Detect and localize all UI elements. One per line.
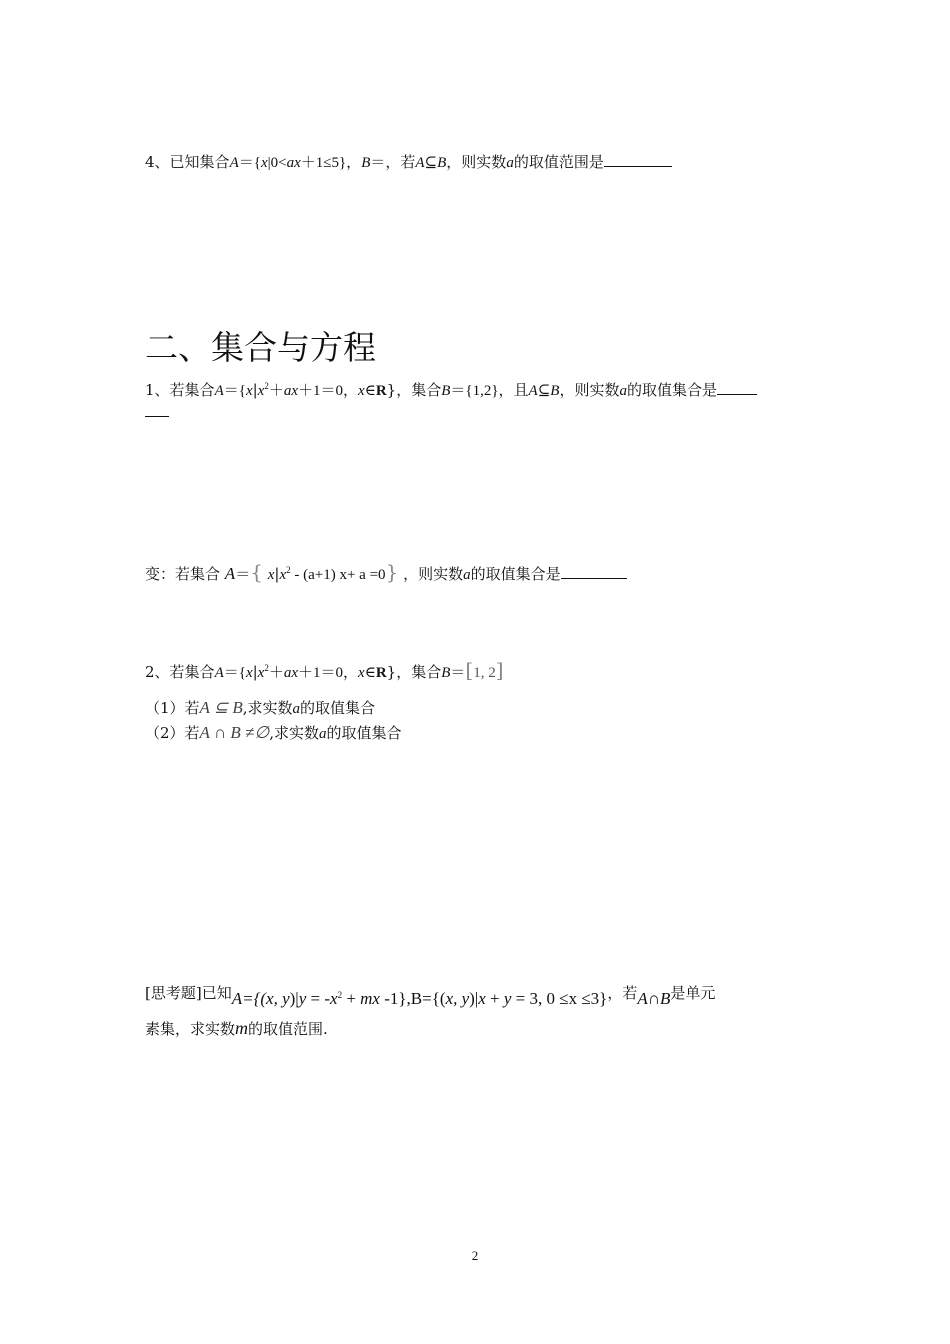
math-symbol: ⊆	[537, 381, 551, 399]
math-var: x	[260, 155, 268, 171]
math-var: x	[267, 567, 275, 583]
text: ＋1≤5}，	[300, 155, 362, 171]
math-var: R	[375, 665, 387, 681]
math-var: a	[292, 701, 301, 717]
math-var: y	[298, 989, 307, 1008]
question-2-part-2	[145, 723, 401, 744]
answer-blank[interactable]	[604, 152, 672, 167]
text: ＋	[268, 663, 284, 681]
text: ,求实数	[242, 699, 293, 717]
text: ＝{	[238, 155, 261, 171]
text: ＋1＝0，	[298, 383, 359, 399]
exponent: 2	[264, 381, 269, 391]
variant-question	[145, 556, 627, 589]
think-question-continuation	[145, 1018, 328, 1039]
text: 的取值范围是	[513, 153, 604, 171]
text: ,求实数	[269, 724, 319, 742]
math-expression: A∩B	[637, 989, 671, 1008]
question-1-blank-continuation	[145, 402, 169, 422]
math-expression: - (a+1) x+ a =0	[290, 567, 386, 583]
math-var: x, y	[266, 989, 290, 1008]
text: )|	[469, 989, 479, 1008]
math-var: ax	[283, 383, 299, 399]
text: = -	[306, 989, 331, 1008]
text: 的取值集合是	[470, 565, 561, 583]
text: 的取值集合	[300, 699, 376, 717]
math-var: ax	[283, 665, 299, 681]
text: |	[252, 381, 258, 399]
answer-blank[interactable]	[717, 380, 757, 395]
math-var: x	[358, 383, 365, 399]
math-var: x	[257, 383, 265, 399]
text: ，若	[607, 984, 638, 1002]
question-1	[145, 376, 757, 401]
text: +	[342, 989, 361, 1008]
text: 若集合	[169, 381, 215, 399]
math-symbol: ∈	[364, 663, 376, 681]
math-var: A	[229, 155, 239, 171]
math-expression: A ∩ B ≠∅	[199, 723, 270, 742]
text: ＝{	[223, 665, 246, 681]
answer-blank[interactable]	[145, 402, 169, 417]
text: 素集，求实数	[145, 1020, 236, 1038]
math-var: R	[375, 383, 387, 399]
math-var: x	[358, 665, 365, 681]
math-symbol: ⊆	[424, 153, 438, 171]
math-var: a	[318, 726, 327, 742]
math-var: B	[550, 383, 560, 399]
math-var: x	[330, 989, 338, 1008]
text: 变：若集合	[145, 565, 221, 583]
text: ＝{	[223, 383, 246, 399]
page-number: 2	[471, 1248, 479, 1263]
text: ＝{1,2}，且	[450, 383, 529, 399]
math-expression: 1, 2	[473, 665, 496, 681]
math-var: A	[224, 564, 236, 583]
right-brace-icon: }	[385, 560, 399, 584]
question-2-part-1	[145, 698, 375, 719]
question-2	[145, 654, 504, 687]
math-var: x	[257, 665, 265, 681]
text: ＋	[268, 381, 284, 399]
math-var: a	[506, 155, 514, 171]
text: }，集合	[386, 663, 442, 681]
math-var: mx	[360, 989, 380, 1008]
text: |0<	[267, 155, 287, 171]
text: +	[485, 989, 504, 1008]
right-bracket-icon: ]	[495, 658, 504, 682]
answer-blank[interactable]	[561, 564, 627, 579]
math-var: B	[361, 155, 371, 171]
section-heading: 二、集合与方程	[145, 328, 376, 367]
math-var: x, y	[445, 989, 470, 1008]
left-brace-icon: {	[250, 560, 263, 584]
text: ＝	[450, 665, 466, 681]
math-var: A	[214, 383, 224, 399]
math-var: A	[214, 665, 224, 681]
math-var: B	[437, 155, 447, 171]
math-var: ax	[286, 155, 301, 171]
math-symbol: ∈	[364, 381, 376, 399]
math-var: y	[503, 989, 512, 1008]
text: ＝，若	[370, 153, 416, 171]
text: -1},B={(	[379, 989, 446, 1008]
text: 的取值集合是	[626, 381, 717, 399]
text: 已知集合	[169, 153, 230, 171]
part-number: （1）若	[145, 699, 200, 717]
text: 的取值集合	[326, 724, 402, 742]
text: 的取值范围.	[248, 1020, 328, 1038]
math-var: a	[463, 567, 471, 583]
text: ＝	[235, 567, 251, 583]
part-number: （2）若	[145, 724, 200, 742]
math-var: x	[478, 989, 486, 1008]
math-var: x	[279, 567, 287, 583]
question-number: 2、	[145, 663, 170, 681]
question-number: 4、	[145, 153, 170, 171]
text: |	[252, 663, 258, 681]
math-expression: A ⊆ B	[199, 698, 243, 717]
text: }，集合	[386, 381, 442, 399]
question-number: 1、	[145, 381, 170, 399]
math-var: B	[441, 665, 451, 681]
exponent: 2	[337, 990, 343, 1000]
math-var: A	[528, 383, 538, 399]
text: ，则实数	[446, 153, 507, 171]
text: )|	[289, 989, 299, 1008]
text: 若集合	[169, 663, 215, 681]
math-var: x	[245, 383, 253, 399]
text: |	[274, 565, 280, 583]
text: ，则实数	[559, 381, 620, 399]
exponent: 2	[264, 663, 269, 673]
math-var: B	[441, 383, 451, 399]
text: ＋1＝0，	[298, 665, 359, 681]
math-var: A	[415, 155, 425, 171]
math-expression: A={(	[231, 989, 267, 1008]
text: ，则实数	[403, 565, 464, 583]
math-var: x	[245, 665, 253, 681]
math-var: m	[235, 1018, 249, 1038]
question-4	[145, 152, 672, 173]
text: = 3, 0 ≤x ≤3}	[511, 989, 608, 1008]
math-var: a	[619, 383, 627, 399]
text: [思考题]已知	[145, 984, 232, 1002]
text: 是单元	[670, 984, 716, 1002]
exponent: 2	[286, 565, 291, 575]
left-bracket-icon: [	[465, 658, 474, 682]
think-question	[145, 976, 715, 1016]
